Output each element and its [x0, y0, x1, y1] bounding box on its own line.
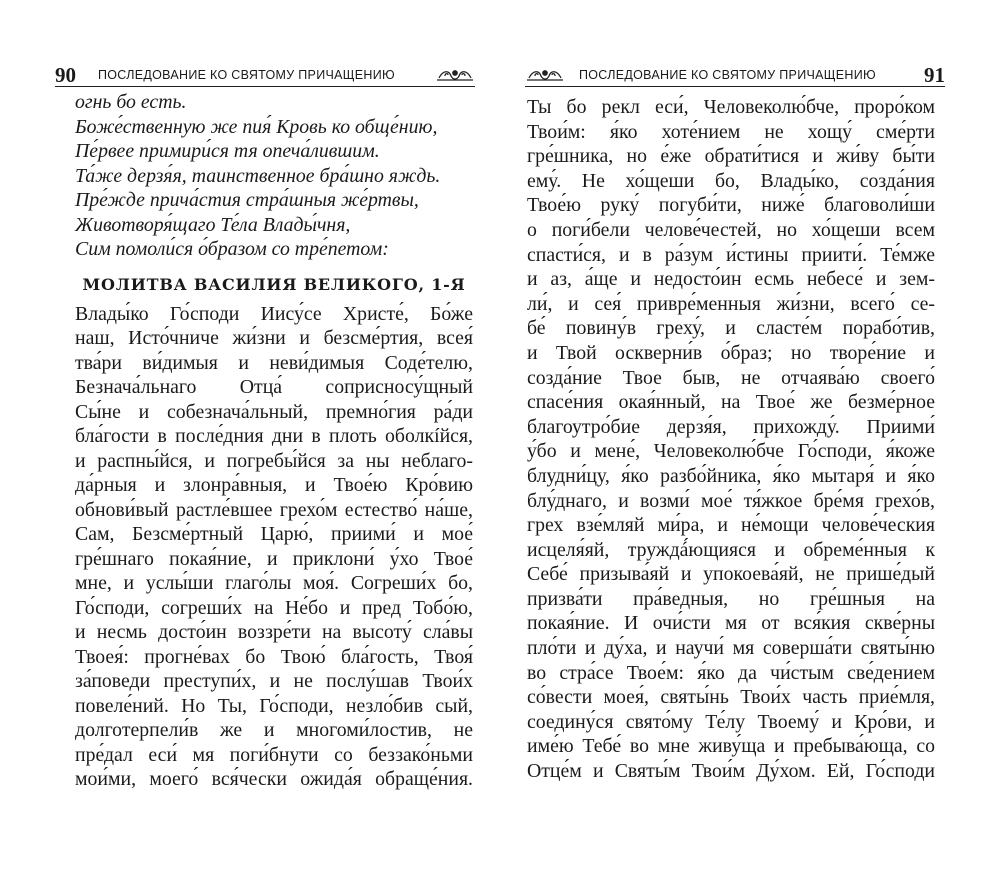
text-line: благоутро́бие дерзя́я, прихожду́. Приими́	[527, 415, 935, 438]
prayer-line: за́поведи преступи́х, и не послу́шав Твои́х	[75, 670, 473, 692]
text-line: у́бо и мене́, Человеколю́бче Го́споди, я́коже	[527, 440, 935, 463]
text-line: грех взе́мляй ми́ра, и не́мощи челове́ческия	[527, 514, 935, 537]
text-line: Себе́ призыва́яй и упокоева́яй, не прише́дый	[527, 563, 935, 586]
prayer-line: Сам, Безсме́ртный Царю́, приими́ и мое́	[75, 523, 473, 545]
right-running-title: ПОСЛЕДОВАНИЕ КО СВЯТОМУ ПРИЧАЩЕНИЮ	[579, 68, 876, 82]
verse-line: Сим помоли́ся о́бразом со тре́петом:	[75, 238, 389, 260]
text-line: гре́шника, но е́же обрати́тися и жи́ву бы́ти	[527, 145, 935, 168]
text-line: ему́. Не хо́щеши бо, Влады́ко, созда́ния	[527, 169, 935, 192]
text-line: бе́ повину́в греху́, и сласте́м порабо́тив,	[527, 317, 935, 340]
text-line: блудни́цу, я́ко разбо́йника, я́ко мытаря́ и я́ко	[527, 464, 935, 487]
prayer-line: и распны́йся, и погребы́йся за ны неблаго-	[75, 449, 473, 472]
right-page	[500, 0, 1000, 874]
prayer-line: Го́споди, согреши́х на Не́бо и пред Тобо́ю,	[75, 596, 473, 619]
prayer-line: наш, Исто́чниче жи́зни и безсме́ртия, всея́	[75, 327, 473, 349]
prayer-line: и несмь досто́ин воззре́ти на высоту́ сла́вы	[75, 621, 473, 643]
text-line: покая́ние. И очи́сти мя от вся́кия скве́рны	[527, 612, 935, 635]
prayer-line: мои́ми, моего́ вся́чески ожида́я обраще́ния.	[75, 768, 473, 790]
right-page-number: 91	[924, 63, 945, 87]
prayer-line: да́рныя и злонра́вныя, и Твое́ю Кро́вию	[75, 474, 473, 496]
prayer-line: Твоея́: прогне́вах бо Твою́ бла́гость, Твоя́	[75, 645, 473, 668]
ornament-icon	[525, 66, 565, 84]
prayer-line: гре́шнаго покая́ние, и приклони́ у́хо Твое́	[75, 547, 473, 570]
verse-line: Та́же дерзя́я, таинственное бра́шно яждь.	[75, 164, 441, 187]
verse-line: Пе́рвее примири́ся тя опеча́лившим.	[75, 140, 380, 162]
text-line: призва́ти пра́ведныя, но гре́шныя на	[527, 587, 935, 610]
text-line: и аз, а́ще и недосто́ин есмь небесе́ и зем-	[527, 268, 935, 291]
prayer-line: Безнача́льнаго Отца́ соприсносу́щный	[75, 376, 473, 398]
ornament-icon	[435, 66, 475, 84]
text-line: Твои́м: я́ко хоте́нием не хощу́ сме́рти	[527, 120, 935, 143]
verse-line: Животворя́щаго Те́ла Влады́чня,	[75, 213, 351, 236]
prayer-title: МОЛИТВА ВАСИЛИЯ ВЕЛИКОГО, 1-Я	[82, 274, 466, 294]
text-line: Ты бо рекл еси́, Человеколю́бче, проро́ком	[527, 96, 935, 118]
verse-line: Пре́жде прича́стия стра́шныя же́ртвы,	[75, 189, 419, 211]
text-line: во стра́се Твое́м: я́ко да чи́стым све́дением	[527, 661, 935, 684]
text-line: созда́ние Твое быв, не отчаява́ю своего́	[527, 366, 935, 389]
text-line: со́вести моея́, святы́нь Твои́х часть прие́мля,	[527, 686, 935, 709]
prayer-line: долготерпели́в же и многоми́лостив, не	[75, 719, 473, 741]
prayer-line: Сы́не и собезнача́льный, премно́гия ра́ди	[75, 400, 473, 423]
left-page-number: 90	[55, 63, 76, 87]
prayer-line: бла́гости в после́дния дни в плоть оболкíйся,	[75, 425, 473, 447]
left-running-title: ПОСЛЕДОВАНИЕ КО СВЯТОМУ ПРИЧАЩЕНИЮ	[98, 68, 395, 82]
text-line: о поги́бели челове́честей, но хо́щеши всем	[527, 218, 935, 241]
text-line: Твое́ю руку́ погуби́ти, ниже́ благоволи́ши	[527, 194, 935, 217]
verse-line: огнь бо есть.	[75, 91, 187, 113]
right-page-text	[527, 95, 935, 784]
text-line: и Твой оскверни́в о́браз; но творе́ние и	[527, 341, 935, 364]
text-line: исцеля́яй, труждá́ющияся и обреме́нныя к	[527, 538, 935, 561]
prayer-line: тва́ри ви́димыя и неви́димыя Соде́телю,	[75, 351, 473, 374]
verse-line: Боже́ственную же пия́ Кровь ко обще́нию,	[75, 115, 438, 138]
text-line: спасе́ния окая́нный, на Твое́ же безме́рное	[527, 391, 935, 414]
prayer-line: повеле́ний. Но Ты, Го́споди, незло́бив сый,	[75, 694, 473, 717]
prayer-line: обнови́вый растле́вшее грехо́м естество́ на́ше,	[75, 498, 473, 521]
text-line: ли́, и сея́ привре́менныя жи́зни, всего́ се-	[527, 292, 935, 315]
prayer-line: Влады́ко Го́споди Иису́се Христе́, Бо́же	[75, 302, 473, 325]
text-line: име́ю Тебе́ во мне живу́ща и пребыва́юща, со	[527, 735, 935, 758]
text-line: блу́днаго, и возми́ мое́ тя́жкое бре́мя грехо́в,	[527, 489, 935, 512]
prayer-line: пре́дал еси́ мя поги́бнути со беззако́ньми	[75, 743, 473, 766]
text-line: спасти́ся, и в ра́зум и́стины приити́. Те́мже	[527, 243, 935, 266]
prayer-line: мне, и услы́ши глаго́лы моя́. Согреши́х бо,	[75, 572, 473, 594]
left-page-text	[75, 90, 473, 792]
right-running-header	[525, 62, 945, 87]
left-running-header	[55, 62, 475, 87]
text-line: Отце́м и Святы́м Твои́м Ду́хом. Ей, Го́споди	[527, 760, 935, 783]
text-line: пло́ти и ду́ха, и научи́ мя соверша́ти святы́ню	[527, 637, 935, 660]
text-line: соедину́ся свято́му Те́лу Твоему́ и Кро́ви, и	[527, 710, 935, 733]
